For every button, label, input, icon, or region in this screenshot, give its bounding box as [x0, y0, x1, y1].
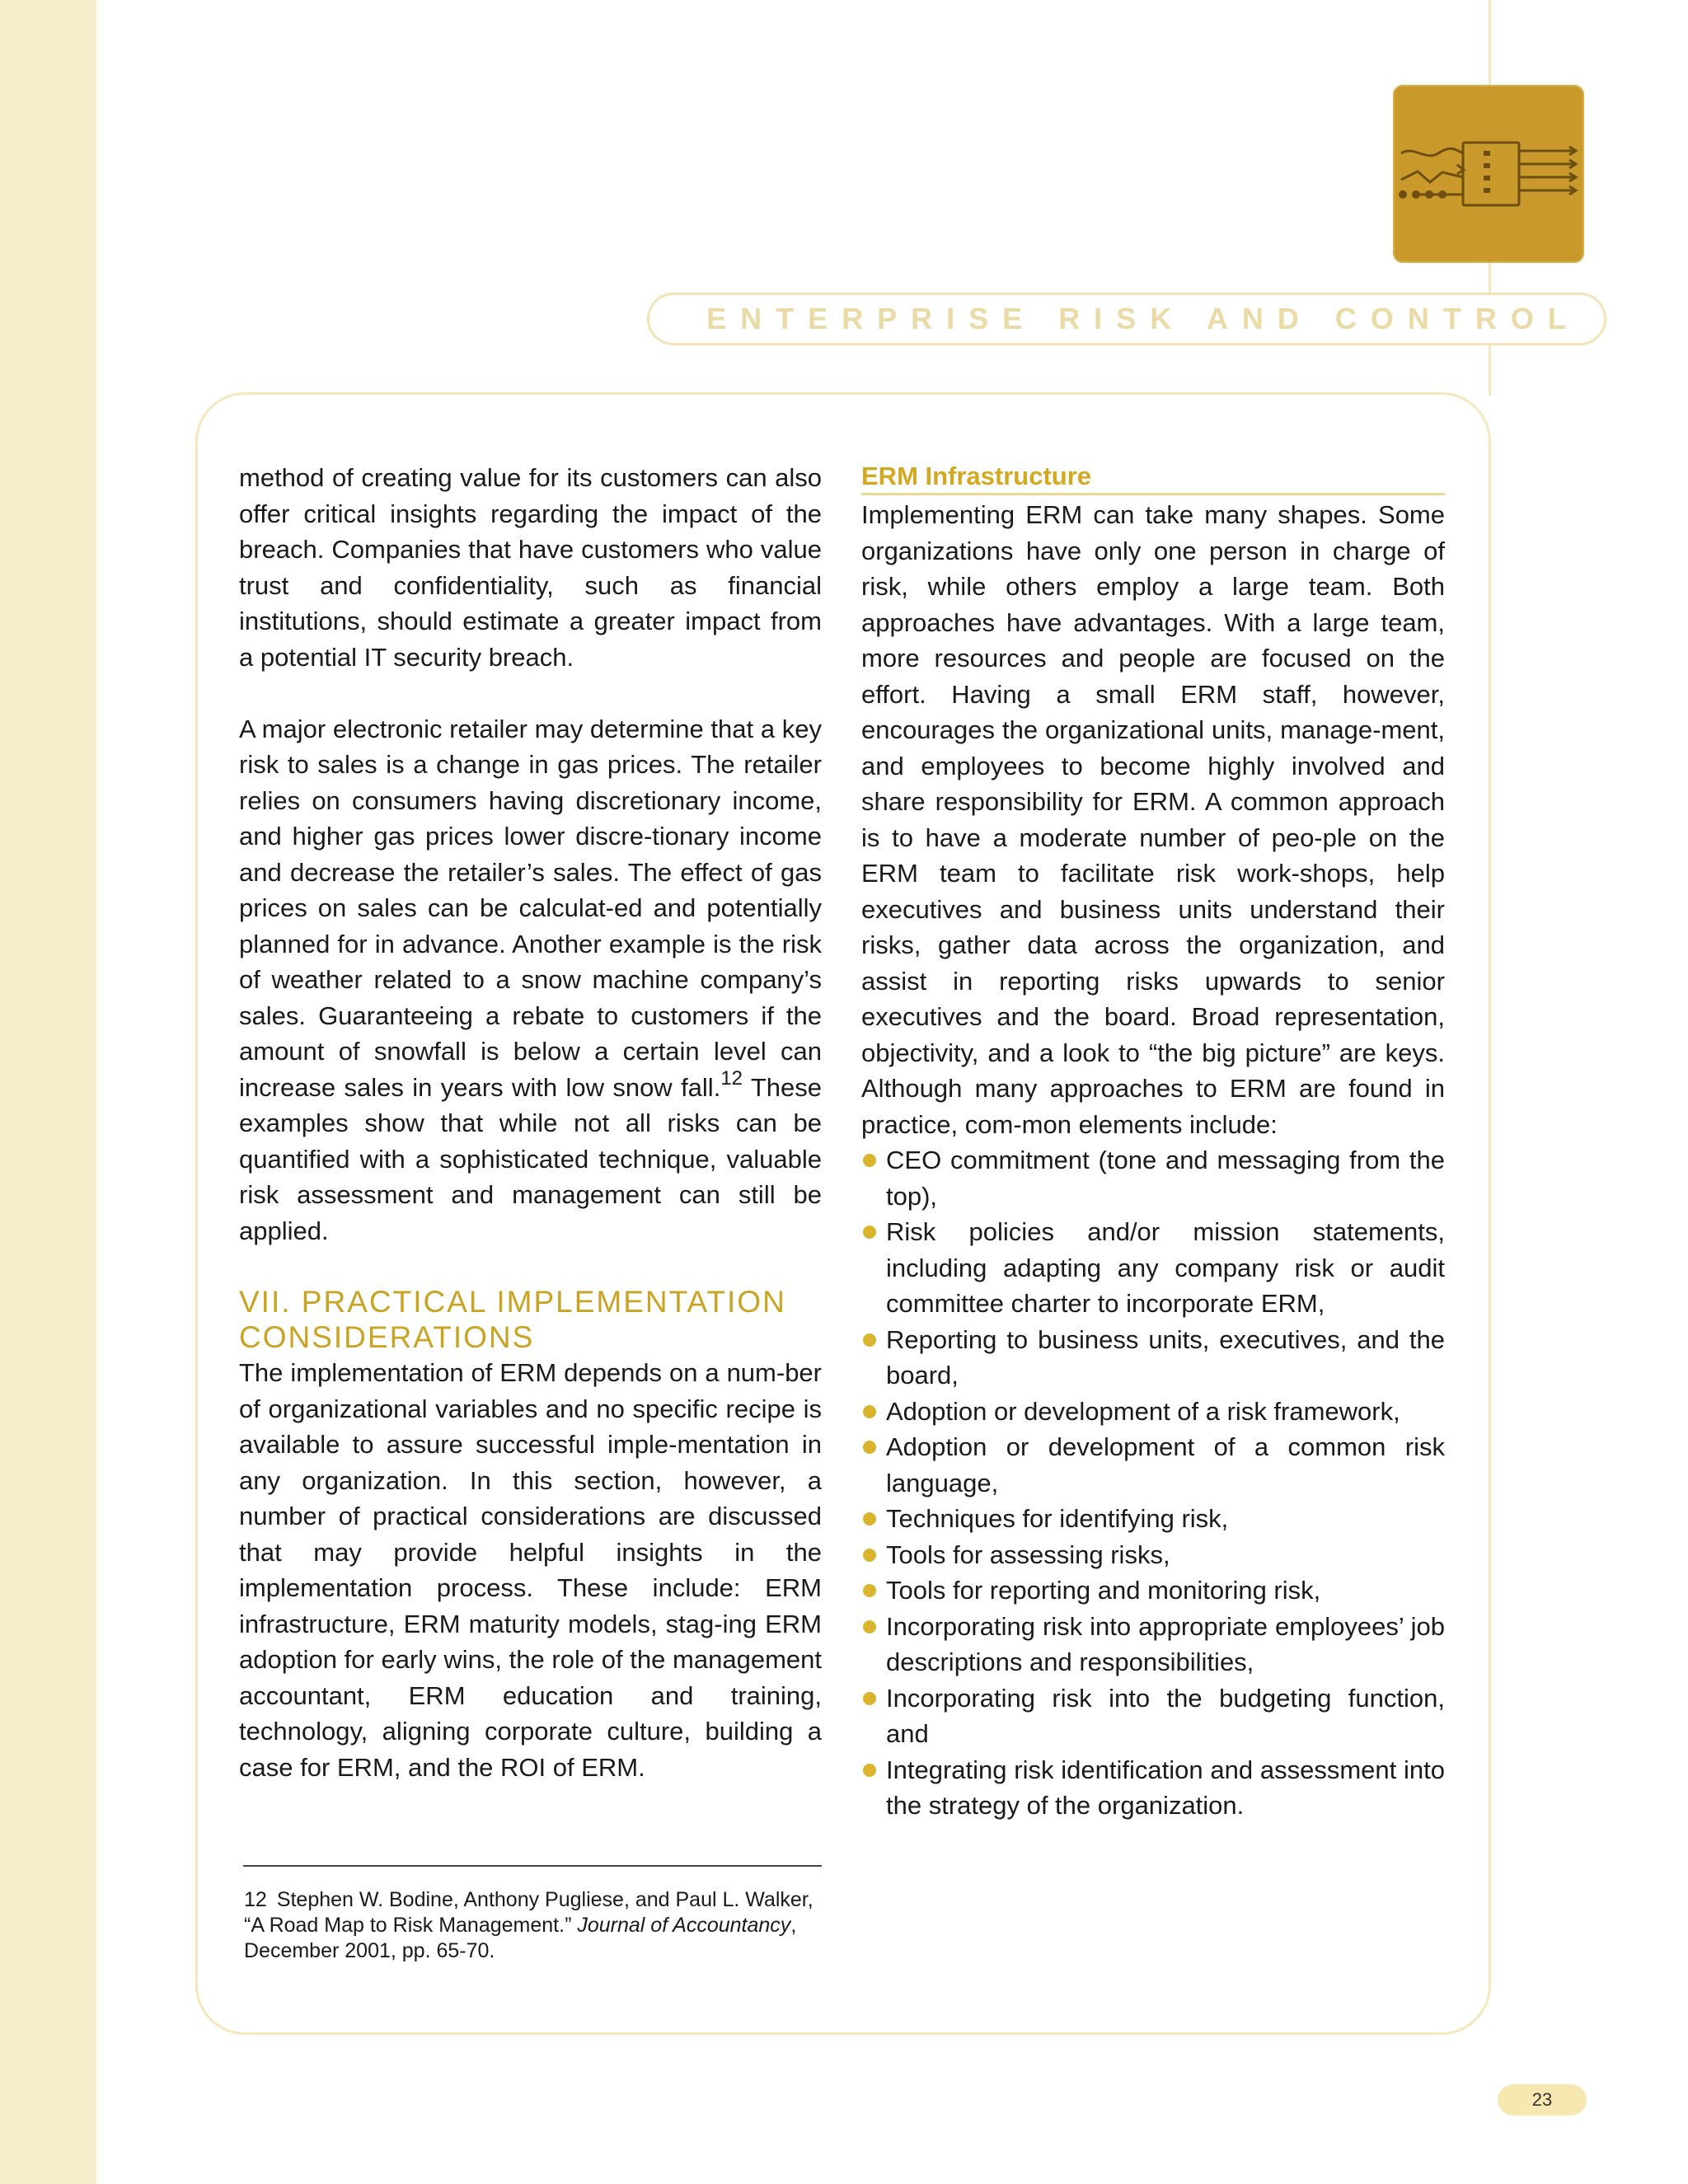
elements-list [861, 1142, 1445, 1824]
footnote-12: 12 Stephen W. Bodine, Anthony Pugliese, and Paul L. Walker, “A Road Map to Risk Management.” Journal of Accountancy, December 2001, pp. 65-70. [244, 1888, 814, 1962]
right-column [861, 460, 1445, 1824]
left-paragraph-2: A major electronic retailer may determine that a key risk to sales is a change in gas prices. The retailer relies on consumers having discretionary income, and higher gas prices lower discre-tionary income and decrease the retailer’s sales. The effect of gas prices on sales can be calculat-ed and potentially planned for in advance. Another example is the risk of weather related to a snow machine company’s sales. Guaranteeing a rebate to customers if the amount of snowfall is below a certain level can increase sales in years with low snow fall.$^{12}$ These examples show that while not all risks can be quantified with a sophisticated technique, valuable risk assessment and management can still be applied. [239, 714, 822, 1245]
list-item: Risk policies and/or mission statements, including adapting any company risk or audit committee charter to incorporate ERM, [861, 1214, 1445, 1322]
right-paragraph-1: Implementing ERM can take many shapes. Some organizations have only one person in charge of risk, while others employ a large team. Both approaches have advantages. With a large team, more resources and people are focused on the effort. Having a small ERM staff, however, encourages the organizational units, manage-ment, and employees to become highly involved and share responsibility for ERM. A common approach is to have a moderate number of peo-ple on the ERM team to facilitate risk work-shops, help executives and business units understand their risks, gather data across the organization, and assist in reporting risks upwards to senior executives and the board. Broad representation, objectivity, and a look to “the big picture” are keys. Although many approaches to ERM are found in practice, com-mon elements include: [861, 500, 1445, 1139]
bullet-dot-icon [863, 1584, 876, 1597]
bullet-dot-icon [863, 1512, 876, 1526]
bullet-dot-icon [863, 1441, 876, 1454]
section-header-title: ENTERPRISE RISK AND CONTROL [706, 302, 1580, 335]
list-item: Reporting to business units, executives, and the board, [861, 1322, 1445, 1394]
left-paragraph-3: The implementation of ERM depends on a num-ber of organizational variables and no specific recipe is available to assure successful imple-mentation in any organization. In this section, however, a number of practical considerations are discussed that may provide helpful insights in the implementation process. These include: ERM infrastructure, ERM maturity models, stag-ing ERM adoption for early wins, the role of the management accountant, ERM education and training, technology, aligning corporate culture, building a case for ERM, and the ROI of ERM. [239, 1358, 822, 1782]
bullet-dot-icon [863, 1764, 876, 1777]
bullet-dot-icon [863, 1333, 876, 1347]
footnote-ref-12: 12 [720, 1066, 743, 1090]
subsection-title: ERM Infrastructure [861, 460, 1445, 495]
footnote-divider [243, 1865, 822, 1867]
list-item: CEO commitment (tone and messaging from the top), [861, 1142, 1445, 1214]
circuit-chip-icon [1393, 85, 1584, 263]
section-header-pill [647, 293, 1606, 345]
left-margin-band [0, 0, 96, 2184]
page-number: 23 [1498, 2084, 1587, 2116]
bullet-dot-icon [863, 1692, 876, 1705]
list-item: Incorporating risk into the budgeting function, and [861, 1680, 1445, 1752]
left-column [239, 460, 822, 1785]
left-paragraph-1: method of creating value for its customers can also offer critical insights regarding the impact of the breach. Companies that have customers who value trust and confidentiality, such as financial institutions, should estimate a greater impact from a potential IT security breach. [239, 463, 822, 672]
list-item: Integrating risk identification and assessment into the strategy of the organization. [861, 1752, 1445, 1824]
list-item: Adoption or development of a common risk language, [861, 1429, 1445, 1501]
journal-title: Journal of Accountancy [577, 1914, 791, 1937]
list-item: Tools for assessing risks, [861, 1537, 1445, 1573]
list-item: Techniques for identifying risk, [861, 1501, 1445, 1537]
section-title: VII. PRACTICAL IMPLEMENTATION CONSIDERATIONS [239, 1285, 786, 1354]
list-item: Incorporating risk into appropriate employees’ job descriptions and responsibilities, [861, 1609, 1445, 1680]
bullet-dot-icon [863, 1549, 876, 1562]
bullet-dot-icon [863, 1405, 876, 1418]
bullet-dot-icon [863, 1154, 876, 1167]
bullet-dot-icon [863, 1620, 876, 1633]
bullet-dot-icon [863, 1226, 876, 1239]
list-item: Adoption or development of a risk framework, [861, 1394, 1445, 1430]
list-item: Tools for reporting and monitoring risk, [861, 1572, 1445, 1609]
